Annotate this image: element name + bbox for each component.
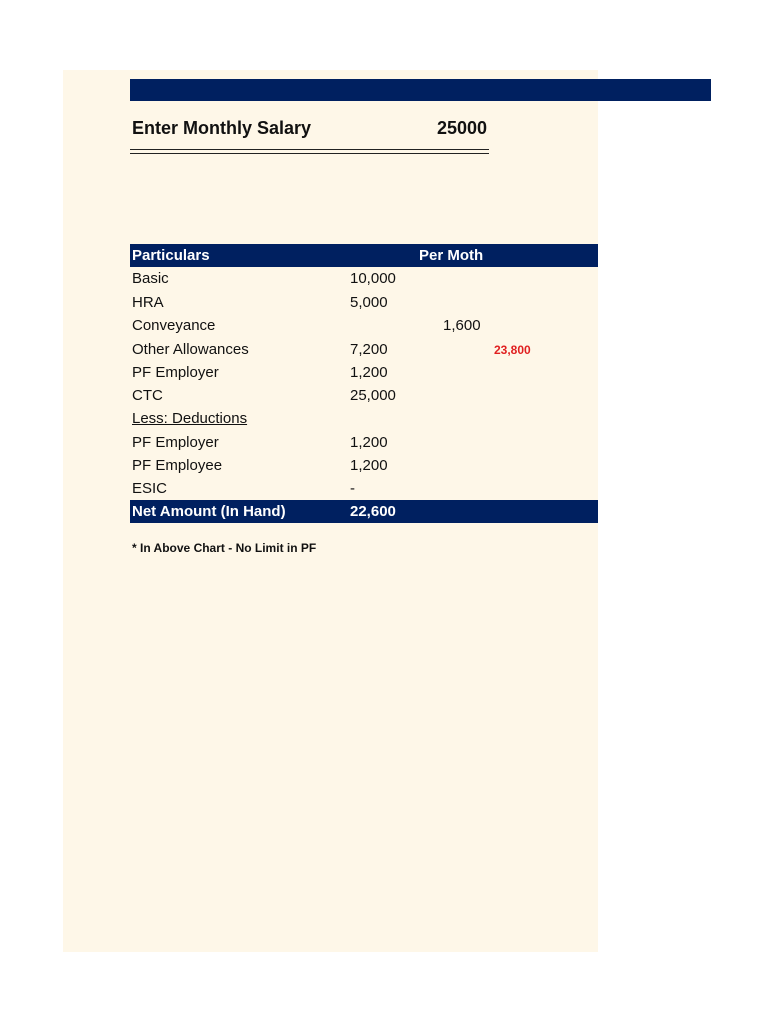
column-header-per-month: Per Moth [419, 247, 484, 264]
table-row-pf-employer-deduction [130, 431, 598, 454]
table-row-basic [130, 267, 598, 290]
row-amount[interactable]: 1,200 [350, 434, 388, 451]
row-label: PF Employee [132, 457, 223, 474]
table-row-pf-employer [130, 361, 598, 384]
salary-label: Enter Monthly Salary [132, 118, 312, 138]
table-row-hra [130, 291, 598, 314]
title-bar [130, 79, 711, 101]
footnote: * In Above Chart - No Limit in PF [132, 541, 317, 555]
row-label: PF Employer [132, 434, 219, 451]
table-row-ctc [130, 384, 598, 407]
row-amount[interactable]: 10,000 [350, 270, 396, 287]
row-label: Other Allowances [132, 341, 249, 358]
table-row-pf-employee [130, 454, 598, 477]
salary-input-cell[interactable]: 25000 [437, 118, 488, 138]
table-row-conveyance [130, 314, 598, 337]
net-amount-value: 22,600 [350, 503, 396, 520]
double-underline-divider [130, 149, 489, 154]
row-amount[interactable]: 1,200 [350, 457, 388, 474]
row-label: PF Employer [132, 364, 219, 381]
row-label: HRA [132, 294, 164, 311]
row-amount[interactable]: 7,200 [350, 341, 388, 358]
table-row-less-deductions [130, 407, 598, 430]
row-label: CTC [132, 387, 163, 404]
row-label: Basic [132, 270, 169, 287]
table-row-net-amount [130, 500, 598, 523]
row-label: ESIC [132, 480, 168, 497]
table-row-esic [130, 477, 598, 500]
row-amount[interactable]: - [350, 480, 355, 497]
side-total-value: 23,800 [494, 343, 531, 357]
row-amount[interactable]: 1,600 [443, 317, 481, 334]
table-row-other-allowances [130, 338, 598, 361]
row-amount[interactable]: 1,200 [350, 364, 388, 381]
row-amount[interactable]: 5,000 [350, 294, 388, 311]
table-header-row [130, 244, 598, 267]
column-header-particulars: Particulars [132, 247, 210, 264]
row-amount[interactable]: 25,000 [350, 387, 396, 404]
row-label: Conveyance [132, 317, 216, 334]
net-amount-label: Net Amount (In Hand) [132, 503, 286, 520]
section-label: Less: Deductions [132, 410, 248, 427]
